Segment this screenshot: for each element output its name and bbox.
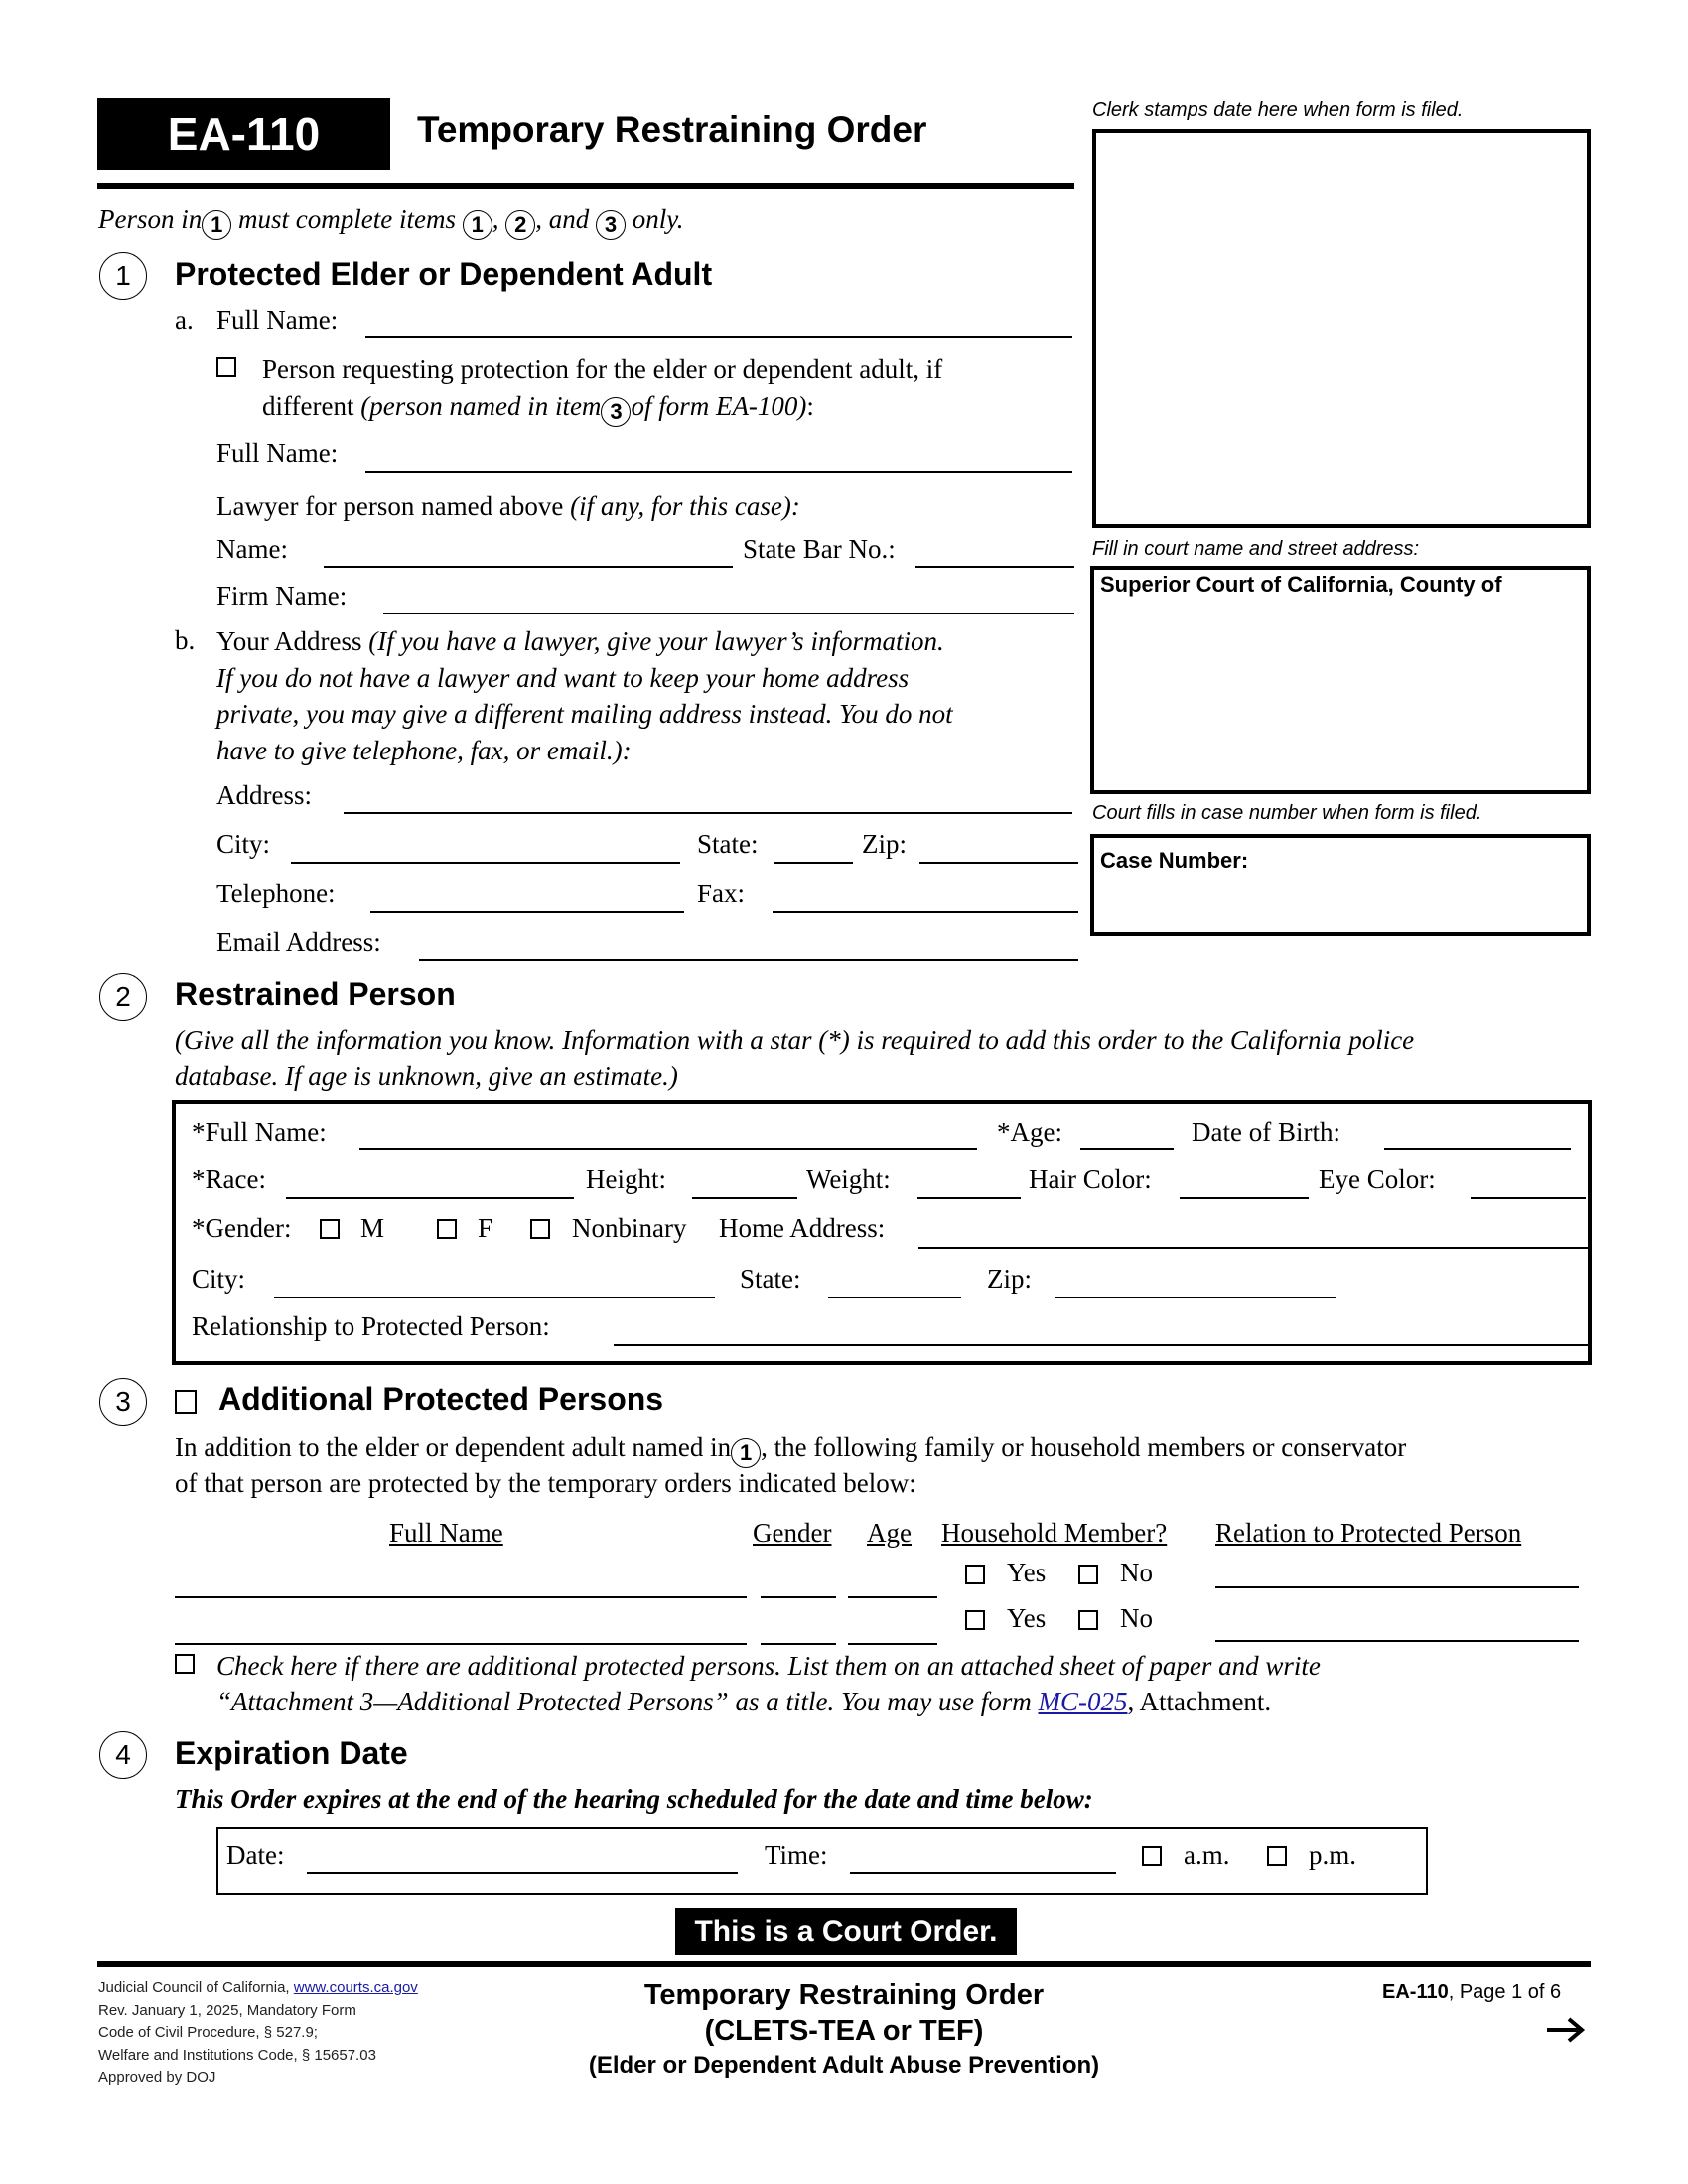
item-ref-1: 1 xyxy=(731,1438,761,1468)
restrained-city-field[interactable] xyxy=(274,1297,715,1298)
expiration-subtitle: This Order expires at the end of the hearing scheduled for the date and time below: xyxy=(175,1784,1093,1814)
dob-field[interactable] xyxy=(1384,1148,1571,1150)
home-address-field[interactable] xyxy=(918,1247,1590,1249)
clerk-stamp-label: Clerk stamps date here when form is filed. xyxy=(1092,99,1464,121)
mc-025-link[interactable]: MC-025 xyxy=(1038,1687,1128,1716)
courts-website-link[interactable]: www.courts.ca.gov xyxy=(293,1979,418,1996)
height-label: Height: xyxy=(586,1164,666,1194)
section-1-title: Protected Elder or Dependent Adult xyxy=(175,256,713,292)
household-yes-checkbox[interactable] xyxy=(965,1565,985,1584)
col-header-relation: Relation to Protected Person xyxy=(1215,1518,1522,1548)
gender-m-checkbox[interactable] xyxy=(320,1219,340,1239)
email-field[interactable] xyxy=(419,959,1078,961)
footer-page-number: EA-110, Page 1 of 6 xyxy=(1382,1981,1562,2003)
lawyer-label: Lawyer for person named above (if any, for this case): xyxy=(216,491,800,521)
additional-protected-checkbox[interactable] xyxy=(175,1390,197,1414)
col-header-age: Age xyxy=(867,1518,912,1548)
dob-label: Date of Birth: xyxy=(1192,1117,1340,1147)
restrained-state-field[interactable] xyxy=(828,1297,961,1298)
race-label: *Race: xyxy=(192,1164,266,1194)
relationship-field[interactable] xyxy=(614,1344,1590,1346)
footer-left: Judicial Council of California, www.courts.ca.gov Rev. January 1, 2025, Mandatory Form Code of Civil Procedure, § 527.9; Welfare and Institutions Code, § 15657.03 Approved by DOJ xyxy=(98,1979,418,2086)
hearing-time-field[interactable] xyxy=(850,1872,1116,1874)
household-no-label: No xyxy=(1120,1558,1153,1587)
address-note: have to give telephone, fax, or email.): xyxy=(216,736,632,765)
pm-label: p.m. xyxy=(1309,1841,1357,1870)
lawyer-name-label: Name: xyxy=(216,534,288,564)
restrained-city-label: City: xyxy=(192,1264,246,1294)
city-field[interactable] xyxy=(291,862,680,864)
fax-label: Fax: xyxy=(697,879,746,908)
gender-f-checkbox[interactable] xyxy=(437,1219,457,1239)
header-rule xyxy=(97,183,1074,189)
am-checkbox[interactable] xyxy=(1142,1846,1162,1866)
state-bar-label: State Bar No.: xyxy=(743,534,896,564)
state-bar-field[interactable] xyxy=(915,566,1074,568)
restrained-zip-field[interactable] xyxy=(1055,1297,1336,1298)
household-yes-label: Yes xyxy=(1007,1558,1047,1587)
address-heading: Your Address (If you have a lawyer, give your lawyer’s information. xyxy=(216,626,944,656)
restrained-full-name-label: *Full Name: xyxy=(192,1117,327,1147)
case-number-label: Case Number: xyxy=(1100,848,1249,873)
state-field[interactable] xyxy=(774,862,853,864)
section-4-number: 4 xyxy=(99,1731,147,1779)
protected-full-name-label: Full Name: xyxy=(216,305,339,335)
section-2-note: database. If age is unknown, give an estimate.) xyxy=(175,1061,678,1091)
hearing-date-field[interactable] xyxy=(307,1872,738,1874)
city-label: City: xyxy=(216,829,271,859)
gender-nonbinary-label: Nonbinary xyxy=(572,1213,687,1243)
height-field[interactable] xyxy=(692,1197,797,1199)
additional-person-age-field[interactable] xyxy=(848,1596,937,1598)
col-header-household: Household Member? xyxy=(941,1518,1168,1548)
address-field[interactable] xyxy=(344,812,1072,814)
section-3-number: 3 xyxy=(99,1378,147,1426)
col-header-gender: Gender xyxy=(753,1518,832,1548)
hair-color-label: Hair Color: xyxy=(1029,1164,1152,1194)
protected-full-name-field[interactable] xyxy=(365,336,1072,338)
gender-label: *Gender: xyxy=(192,1213,292,1243)
telephone-field[interactable] xyxy=(370,911,684,913)
age-label: *Age: xyxy=(997,1117,1062,1147)
home-address-label: Home Address: xyxy=(719,1213,886,1243)
section-3-intro: In addition to the elder or dependent adult named in 1 , the following family or household members or conservator xyxy=(175,1432,1406,1468)
state-label: State: xyxy=(697,829,759,859)
requester-text-line2: different (person named in item 3 of form EA-100): xyxy=(262,390,814,427)
case-number-box[interactable] xyxy=(1090,834,1591,936)
court-address-box[interactable] xyxy=(1090,566,1591,794)
page-title: Temporary Restraining Order xyxy=(417,109,927,150)
zip-field[interactable] xyxy=(919,862,1078,864)
item-a-marker: a. xyxy=(175,305,194,335)
weight-label: Weight: xyxy=(806,1164,891,1194)
court-order-banner: This is a Court Order. xyxy=(675,1908,1017,1955)
section-2-note: (Give all the information you know. Information with a star (*) is required to add this order to the California police xyxy=(175,1025,1415,1055)
section-4-title: Expiration Date xyxy=(175,1735,408,1771)
item-ref-2: 2 xyxy=(505,210,535,240)
gender-m-label: M xyxy=(360,1213,385,1243)
additional-person-relation-field[interactable] xyxy=(1215,1640,1579,1642)
additional-person-gender-field[interactable] xyxy=(761,1596,836,1598)
footer-rule xyxy=(97,1961,1591,1967)
col-header-full-name: Full Name xyxy=(389,1518,503,1548)
weight-field[interactable] xyxy=(917,1197,1021,1199)
requester-full-name-field[interactable] xyxy=(365,471,1072,473)
email-label: Email Address: xyxy=(216,927,381,957)
item-ref-3: 3 xyxy=(601,397,631,427)
more-persons-text: “Attachment 3—Additional Protected Persons” as a title. You may use form MC-025, Attachment. xyxy=(216,1687,1272,1716)
gender-nonbinary-checkbox[interactable] xyxy=(530,1219,550,1239)
household-no-checkbox[interactable] xyxy=(1078,1565,1098,1584)
firm-name-label: Firm Name: xyxy=(216,581,348,611)
household-no-label: No xyxy=(1120,1603,1153,1633)
court-address-label: Fill in court name and street address: xyxy=(1092,538,1420,560)
fax-field[interactable] xyxy=(773,911,1078,913)
hearing-date-label: Date: xyxy=(226,1841,285,1870)
eye-color-label: Eye Color: xyxy=(1319,1164,1436,1194)
address-note: If you do not have a lawyer and want to keep your home address xyxy=(216,663,910,693)
section-2-title: Restrained Person xyxy=(175,976,456,1012)
firm-name-field[interactable] xyxy=(383,613,1074,614)
lawyer-name-field[interactable] xyxy=(324,566,733,568)
restrained-state-label: State: xyxy=(740,1264,801,1294)
court-name-prefill: Superior Court of California, County of xyxy=(1100,572,1502,597)
pm-checkbox[interactable] xyxy=(1267,1846,1287,1866)
case-number-hint: Court fills in case number when form is filed. xyxy=(1092,802,1482,824)
additional-person-name-field[interactable] xyxy=(175,1643,747,1645)
clerk-stamp-box xyxy=(1092,129,1591,528)
footer-center-title: Temporary Restraining Order (CLETS-TEA or TEF) (Elder or Dependent Adult Abuse Prevention) xyxy=(588,1979,1100,2079)
address-label: Address: xyxy=(216,780,312,810)
restrained-zip-label: Zip: xyxy=(987,1264,1032,1294)
zip-label: Zip: xyxy=(862,829,907,859)
gender-f-label: F xyxy=(478,1213,493,1243)
hair-color-field[interactable] xyxy=(1180,1197,1309,1199)
instructions: Person in 1 must complete items 1 , 2 , and 3 only. xyxy=(98,204,683,240)
form-id-badge: EA-110 xyxy=(97,98,390,170)
section-2-number: 2 xyxy=(99,973,147,1021)
am-label: a.m. xyxy=(1184,1841,1230,1870)
requester-different-checkbox[interactable] xyxy=(216,357,236,377)
item-ref-1: 1 xyxy=(202,210,231,240)
arrow-right-icon[interactable] xyxy=(1545,2015,1587,2045)
item-b-marker: b. xyxy=(175,625,196,655)
additional-person-age-field[interactable] xyxy=(848,1643,937,1645)
requester-text-line1: Person requesting protection for the elder or dependent adult, if xyxy=(262,354,943,384)
household-yes-label: Yes xyxy=(1007,1603,1047,1633)
requester-full-name-label: Full Name: xyxy=(216,438,339,468)
section-1-number: 1 xyxy=(99,252,147,300)
item-ref-3: 3 xyxy=(596,210,626,240)
additional-person-gender-field[interactable] xyxy=(761,1643,836,1645)
more-persons-checkbox[interactable] xyxy=(175,1654,195,1674)
address-note: private, you may give a different mailing address instead. You do not xyxy=(216,699,953,729)
household-yes-checkbox[interactable] xyxy=(965,1610,985,1630)
household-no-checkbox[interactable] xyxy=(1078,1610,1098,1630)
more-persons-text: Check here if there are additional protected persons. List them on an attached sheet of paper and write xyxy=(216,1651,1321,1681)
item-ref-1: 1 xyxy=(463,210,492,240)
hearing-time-label: Time: xyxy=(765,1841,828,1870)
additional-person-name-field[interactable] xyxy=(175,1596,747,1598)
race-field[interactable] xyxy=(286,1197,574,1199)
section-3-intro: of that person are protected by the temporary orders indicated below: xyxy=(175,1468,916,1498)
section-3-title: Additional Protected Persons xyxy=(218,1381,664,1417)
relationship-label: Relationship to Protected Person: xyxy=(192,1311,550,1341)
telephone-label: Telephone: xyxy=(216,879,336,908)
age-field[interactable] xyxy=(1080,1148,1174,1150)
restrained-full-name-field[interactable] xyxy=(359,1148,977,1150)
additional-person-relation-field[interactable] xyxy=(1215,1586,1579,1588)
eye-color-field[interactable] xyxy=(1471,1197,1586,1199)
